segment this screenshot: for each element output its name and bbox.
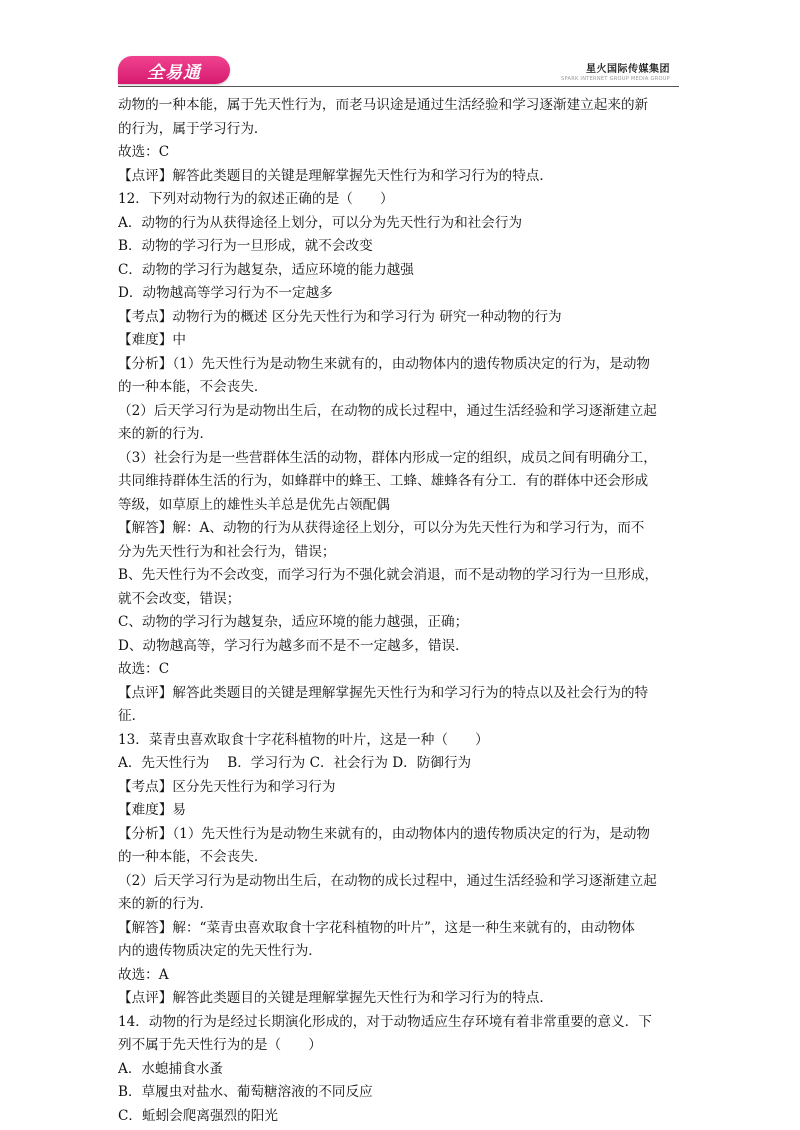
text-line: B．动物的学习行为一旦形成，就不会改变 [118, 238, 373, 254]
text-line: 内的遗传物质决定的先天性行为． [118, 943, 322, 959]
document-body [118, 94, 683, 1128]
text-line: 【解答】解：A、动物的行为从获得途径上划分，可以分为先天性行为和学习行为，而不 [118, 520, 645, 536]
text-line: 【点评】解答此类题目的关键是理解掌握先天性行为和学习行为的特点． [118, 167, 553, 184]
text-line: A．动物的行为从获得途径上划分，可以分为先天性行为和社会行为 [118, 214, 523, 231]
text-line: D、动物越高等，学习行为越多而不是不一定越多，错误． [118, 637, 469, 654]
text-line: 【分析】（1）先天性行为是动物生来就有的，由动物体内的遗传物质决定的行为，是动物 [118, 355, 651, 372]
text-line: 来的新的行为． [118, 426, 214, 442]
text-line: B、先天性行为不会改变，而学习行为不强化就会消退，而不是动物的学习行为一旦形成， [118, 567, 659, 583]
text-line: 【点评】解答此类题目的关键是理解掌握先天性行为和学习行为的特点以及社会行为的特 [118, 684, 649, 701]
text-line: 故选：C [118, 144, 170, 160]
text-line: C．动物的学习行为越复杂，适应环境的能力越强 [118, 261, 414, 278]
text-line: 故选：A [118, 966, 169, 983]
text-line: A．先天性行为 B．学习行为 C．社会行为 D．防御行为 [118, 755, 472, 771]
text-line: 征． [118, 708, 146, 724]
text-line: 动物的一种本能，属于先天性行为，而老马识途是通过生活经验和学习逐渐建立起来的新 [118, 97, 649, 113]
text-line: （3）社会行为是一些营群体生活的动物，群体内形成一定的组织，成员之间有明确分工， [118, 449, 657, 466]
text-line: 共同维持群体生活的行为，如蜂群中的蜂王、工蜂、雄蜂各有分工．有的群体中还会形成 [118, 473, 649, 489]
text-line: 【难度】易 [118, 802, 186, 818]
text-line: 14．动物的行为是经过长期演化形成的，对于动物适应生存环境有着非常重要的意义．下 [118, 1013, 652, 1030]
text-line: 【难度】中 [118, 332, 186, 348]
text-line: 就不会改变，错误； [118, 590, 241, 607]
publisher-brand [561, 60, 670, 82]
quanyitong-logo [118, 56, 230, 84]
text-line: （2）后天学习行为是动物出生后，在动物的成长过程中，通过生活经验和学习逐渐建立起 [118, 872, 657, 889]
text-line: C、动物的学习行为越复杂，适应环境的能力越强，正确； [118, 614, 469, 630]
text-line: 分为先天性行为和社会行为，错误； [118, 543, 336, 560]
text-line: 【考点】动物行为的概述 区分先天性行为和学习行为 研究一种动物的行为 [118, 308, 562, 325]
text-line: （2）后天学习行为是动物出生后，在动物的成长过程中，通过生活经验和学习逐渐建立起 [118, 402, 657, 419]
text-line: 【点评】解答此类题目的关键是理解掌握先天性行为和学习行为的特点． [118, 990, 553, 1006]
logo-text: 全易通 [147, 62, 201, 83]
page-header [0, 0, 800, 90]
text-line: 的行为，属于学习行为． [118, 120, 268, 137]
text-line: A．水螅捕食水蚤 [118, 1060, 223, 1077]
text-line: 等级，如草原上的雄性头羊总是优先占领配偶 [118, 496, 390, 513]
text-line: 的一种本能，不会丧失． [118, 849, 268, 865]
brand-subtitle: SPARK INTERNET GROUP MEDIA GROUP [561, 76, 670, 82]
text-line: 列不属于先天性行为的是（ ） [118, 1037, 322, 1053]
brand-name: 星火国际传媒集团 [586, 64, 670, 75]
header-divider [118, 86, 679, 87]
text-line: 故选：C [118, 661, 170, 677]
text-line: D．动物越高等学习行为不一定越多 [118, 285, 333, 301]
text-line: 12．下列对动物行为的叙述正确的是（ ） [118, 191, 394, 207]
text-line: C．蚯蚓会爬离强烈的阳光 [118, 1107, 278, 1124]
text-line: 【分析】（1）先天性行为是动物生来就有的，由动物体内的遗传物质决定的行为，是动物 [118, 825, 651, 842]
text-line: B．草履虫对盐水、葡萄糖溶液的不同反应 [118, 1084, 373, 1100]
text-line: 13．菜青虫喜欢取食十字花科植物的叶片，这是一种（ ） [118, 731, 489, 748]
text-line: 【考点】区分先天性行为和学习行为 [118, 778, 336, 795]
text-line: 来的新的行为． [118, 896, 214, 912]
text-line: 的一种本能，不会丧失． [118, 379, 268, 395]
text-line: 【解答】解：“菜青虫喜欢取食十字花科植物的叶片”，这是一种生来就有的，由动物体 [118, 919, 635, 936]
